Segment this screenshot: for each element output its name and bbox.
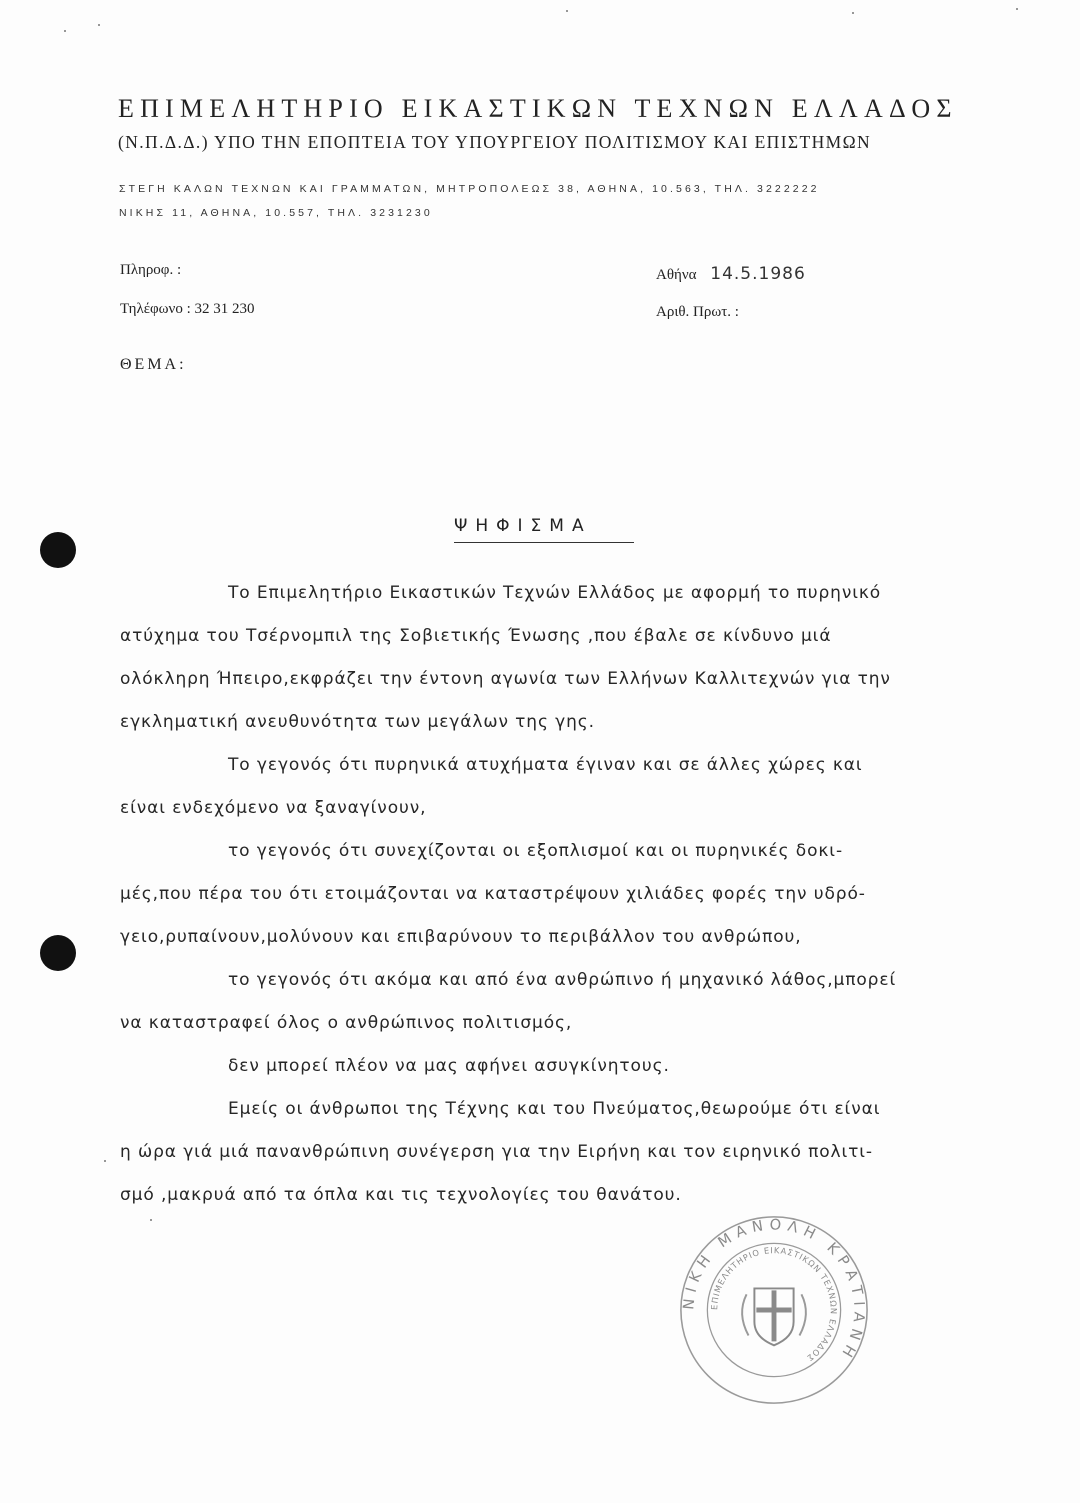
scan-speck	[104, 1160, 106, 1162]
scan-speck	[64, 30, 66, 32]
letterhead-address-2: ΝΙΚΗΣ 11, ΑΘΗΝΑ, 10.557, ΤΗΛ. 3231230	[119, 207, 433, 219]
date-value: 14.5.1986	[710, 264, 806, 284]
city-label: Αθήνα	[656, 267, 697, 283]
scan-speck	[98, 24, 100, 26]
punch-hole	[40, 532, 76, 568]
scan-speck	[150, 1219, 152, 1221]
letterhead-subtitle: (Ν.Π.Δ.Δ.) ΥΠΟ ΤΗΝ ΕΠΟΠΤΕΙΑ ΤΟΥ ΥΠΟΥΡΓΕΙΟΥ ΠΟΛΙΤΙΣΜΟΥ ΚΑΙ ΕΠΙΣΤΗΜΩΝ	[118, 132, 872, 152]
body-line: γειο,ρυπαίνουν,μολύνουν και επιβαρύνουν το περιβάλλον του ανθρώπου,	[120, 927, 802, 947]
letterhead-org-name: ΕΠΙΜΕΛΗΤΗΡΙΟ ΕΙΚΑΣΤΙΚΩΝ ΤΕΧΝΩΝ ΕΛΛΑΔΟΣ	[118, 94, 958, 123]
info-label: Πληροφ. :	[120, 262, 182, 278]
subject-label: ΘΕΜΑ:	[120, 356, 187, 373]
official-stamp	[676, 1212, 872, 1408]
protocol-label: Αριθ. Πρωτ. :	[656, 304, 739, 320]
date-field	[656, 264, 806, 284]
scan-speck	[852, 12, 854, 14]
scan-speck	[1016, 8, 1018, 10]
body-line: το γεγονός ότι συνεχίζονται οι εξοπλισμοί και οι πυρηνικές δοκι-	[228, 841, 843, 861]
body-line: μές,που πέρα του ότι ετοιμάζονται να καταστρέψουν χιλιάδες φορές την υδρό-	[120, 884, 866, 904]
document-title: ΨΗΦΙΣΜΑ	[454, 516, 634, 543]
phone-value: 32 31 230	[194, 301, 255, 317]
body-line: Το γεγονός ότι πυρηνικά ατυχήματα έγιναν και σε άλλες χώρες και	[228, 755, 863, 775]
body-line: να καταστραφεί όλος ο ανθρώπινος πολιτισμός,	[120, 1013, 573, 1033]
body-line: η ώρα γιά μιά πανανθρώπινη συνέγερση για την Ειρήνη και τον ειρηνικό πολιτι-	[120, 1142, 873, 1162]
punch-hole	[40, 935, 76, 971]
body-line: εγκληματική ανευθυνότητα των μεγάλων της γης.	[120, 712, 595, 732]
scan-speck	[566, 10, 568, 12]
phone-label: Τηλέφωνο :	[120, 301, 191, 317]
phone-field	[120, 301, 255, 318]
body-line: ατύχημα του Τσέρνομπιλ της Σοβιετικής Ένωσης ,που έβαλε σε κίνδυνο μιά	[120, 626, 832, 646]
coat-of-arms-icon	[742, 1288, 806, 1345]
body-line: Το Επιμελητήριο Εικαστικών Τεχνών Ελλάδος με αφορμή το πυρηνικό	[228, 583, 882, 603]
body-line: ολόκληρη Ήπειρο,εκφράζει την έντονη αγωνία των Ελλήνων Καλλιτεχνών για την	[120, 669, 891, 689]
body-line: Εμείς οι άνθρωποι της Τέχνης και του Πνεύματος,θεωρούμε ότι είναι	[228, 1099, 881, 1119]
body-line: το γεγονός ότι ακόμα και από ένα ανθρώπινο ή μηχανικό λάθος,μπορεί	[228, 970, 897, 990]
stamp-outer-text: ΝΙΚΗ ΜΑΝΟΛΗ ΚΡΑΤΙΑΝΗ	[680, 1216, 868, 1365]
letterhead-address-1: ΣΤΕΓΗ ΚΑΛΩΝ ΤΕΧΝΩΝ ΚΑΙ ΓΡΑΜΜΑΤΩΝ, ΜΗΤΡΟΠΟΛΕΩΣ 38, ΑΘΗΝΑ, 10.563, ΤΗΛ. 3222222	[119, 183, 820, 195]
stamp-inner-text: ΕΠΙΜΕΛΗΤΗΡΙΟ ΕΙΚΑΣΤΙΚΩΝ ΤΕΧΝΩΝ ΕΛΛΑΔΟΣ	[709, 1245, 839, 1364]
body-line: είναι ενδεχόμενο να ξαναγίνουν,	[120, 798, 427, 818]
body-line: σμό ,μακρυά από τα όπλα και τις τεχνολογίες του θανάτου.	[120, 1185, 682, 1205]
body-line: δεν μπορεί πλέον να μας αφήνει ασυγκίνητους.	[228, 1056, 670, 1076]
